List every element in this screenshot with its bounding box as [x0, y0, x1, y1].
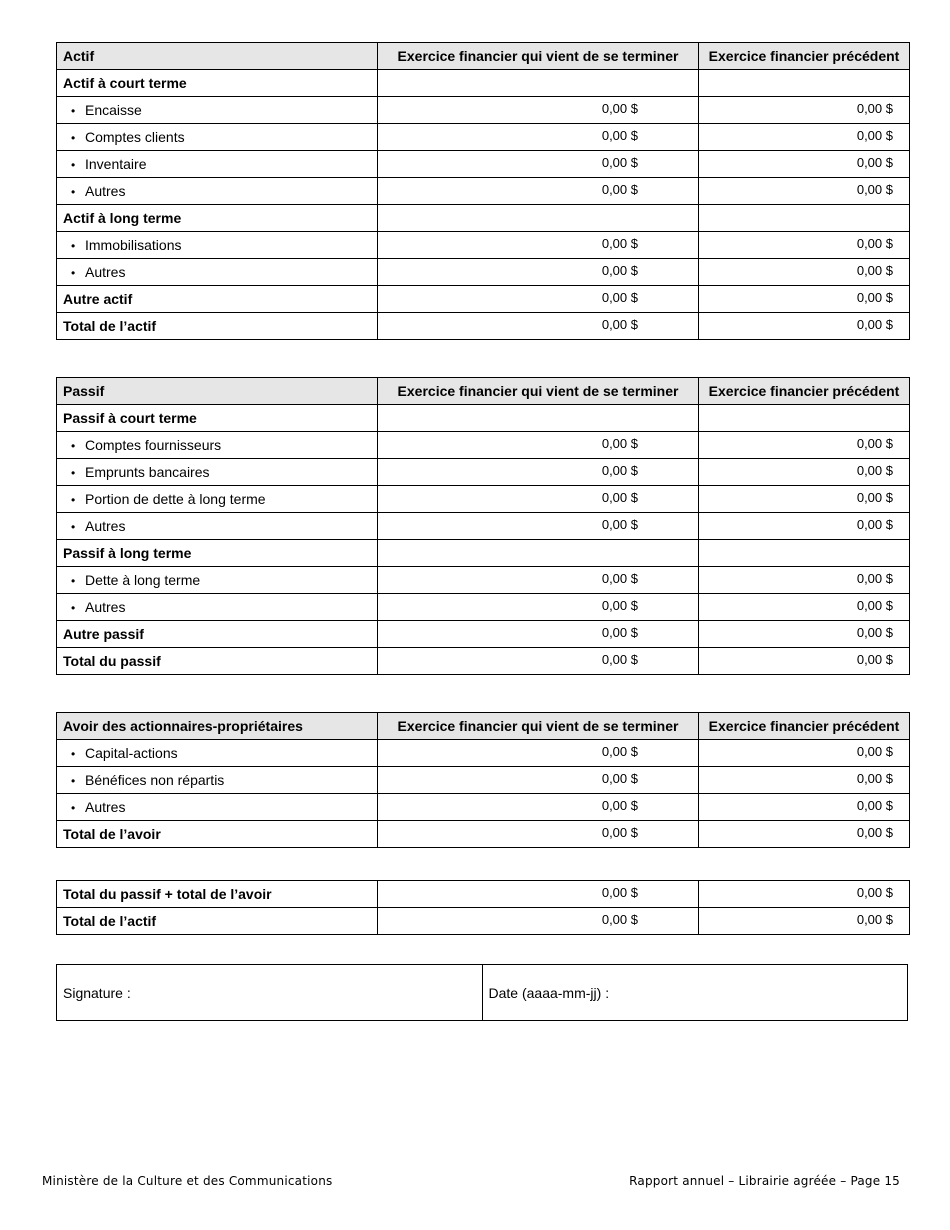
table-header-row	[57, 43, 910, 70]
header-previous-year: Exercice financier précédent	[699, 43, 910, 70]
previous-year-value[interactable]: 0,00 $	[699, 594, 910, 621]
previous-year-value[interactable]: 0,00 $	[699, 178, 910, 205]
previous-year-value[interactable]: 0,00 $	[699, 648, 910, 675]
table-row	[57, 70, 910, 97]
header-previous-year: Exercice financier précédent	[699, 713, 910, 740]
current-year-value[interactable]: 0,00 $	[378, 740, 699, 767]
table-row	[57, 486, 910, 513]
header-current-year: Exercice financier qui vient de se terminer	[378, 713, 699, 740]
table-row	[57, 459, 910, 486]
current-year-value[interactable]: 0,00 $	[378, 432, 699, 459]
header-section-label: Actif	[57, 43, 378, 70]
row-label: Actif à court terme	[63, 75, 187, 91]
previous-year-value[interactable]: 0,00 $	[699, 259, 910, 286]
previous-year-value	[699, 205, 910, 232]
row-label: Autres	[85, 264, 126, 280]
bullet-icon: •	[71, 439, 76, 453]
row-label-cell	[57, 540, 378, 567]
row-label-cell	[57, 459, 378, 486]
row-label: Total de l’avoir	[63, 826, 161, 842]
header-section-label: Avoir des actionnaires-propriétaires	[57, 713, 378, 740]
row-label-cell	[57, 621, 378, 648]
row-label-cell	[57, 821, 378, 848]
table-header-row	[57, 713, 910, 740]
row-label: Dette à long terme	[85, 572, 201, 588]
table-row	[57, 567, 910, 594]
previous-year-value[interactable]: 0,00 $	[699, 151, 910, 178]
table-row	[57, 313, 910, 340]
table-row	[57, 286, 910, 313]
bullet-icon: •	[71, 747, 76, 761]
current-year-value[interactable]: 0,00 $	[378, 908, 699, 935]
previous-year-value	[699, 405, 910, 432]
row-label-cell	[57, 405, 378, 432]
previous-year-value[interactable]: 0,00 $	[699, 740, 910, 767]
table-row	[57, 513, 910, 540]
row-label: Total de l’actif	[63, 913, 157, 929]
bullet-icon: •	[71, 185, 76, 199]
row-label: Autre passif	[63, 626, 144, 642]
row-label-cell	[57, 794, 378, 821]
row-label-cell	[57, 151, 378, 178]
bullet-icon: •	[71, 239, 76, 253]
current-year-value[interactable]: 0,00 $	[378, 881, 699, 908]
row-label: Total du passif	[63, 653, 161, 669]
bullet-icon: •	[71, 774, 76, 788]
row-label-cell	[57, 740, 378, 767]
row-label: Emprunts bancaires	[85, 464, 210, 480]
row-label-cell	[57, 594, 378, 621]
current-year-value[interactable]: 0,00 $	[378, 313, 699, 340]
row-label: Encaisse	[85, 102, 142, 118]
table-row	[57, 205, 910, 232]
current-year-value[interactable]: 0,00 $	[378, 648, 699, 675]
current-year-value	[378, 205, 699, 232]
table-row	[57, 259, 910, 286]
row-label-cell	[57, 908, 378, 935]
table-header-row	[57, 378, 910, 405]
bullet-icon: •	[71, 466, 76, 480]
row-label: Actif à long terme	[63, 210, 182, 226]
row-label: Autres	[85, 599, 126, 615]
row-label-cell	[57, 432, 378, 459]
table-row	[57, 540, 910, 567]
header-section-label: Passif	[57, 378, 378, 405]
footer-page-info: Rapport annuel – Librairie agréée – Page 15	[629, 1174, 900, 1188]
row-label: Immobilisations	[85, 237, 182, 253]
row-label-cell	[57, 178, 378, 205]
row-label: Portion de dette à long terme	[85, 491, 266, 507]
signature-box	[56, 964, 908, 1021]
current-year-value[interactable]: 0,00 $	[378, 124, 699, 151]
row-label: Autre actif	[63, 291, 133, 307]
row-label: Total de l’actif	[63, 318, 157, 334]
row-label: Inventaire	[85, 156, 147, 172]
bullet-icon: •	[71, 801, 76, 815]
table-row	[57, 881, 910, 908]
previous-year-value	[699, 70, 910, 97]
row-label-cell	[57, 124, 378, 151]
table-row	[57, 648, 910, 675]
bullet-icon: •	[71, 104, 76, 118]
current-year-value	[378, 540, 699, 567]
row-label: Capital-actions	[85, 745, 178, 761]
row-label-cell	[57, 70, 378, 97]
previous-year-value	[699, 540, 910, 567]
previous-year-value[interactable]: 0,00 $	[699, 513, 910, 540]
row-label: Passif à court terme	[63, 410, 197, 426]
current-year-value[interactable]: 0,00 $	[378, 286, 699, 313]
current-year-value[interactable]: 0,00 $	[378, 594, 699, 621]
table-row	[57, 232, 910, 259]
bullet-icon: •	[71, 574, 76, 588]
previous-year-value[interactable]: 0,00 $	[699, 794, 910, 821]
row-label: Passif à long terme	[63, 545, 192, 561]
current-year-value[interactable]: 0,00 $	[378, 794, 699, 821]
row-label-cell	[57, 567, 378, 594]
current-year-value[interactable]: 0,00 $	[378, 232, 699, 259]
previous-year-value[interactable]: 0,00 $	[699, 313, 910, 340]
current-year-value[interactable]: 0,00 $	[378, 767, 699, 794]
previous-year-value[interactable]: 0,00 $	[699, 97, 910, 124]
previous-year-value[interactable]: 0,00 $	[699, 459, 910, 486]
passif-table	[56, 377, 910, 675]
previous-year-value[interactable]: 0,00 $	[699, 881, 910, 908]
row-label-cell	[57, 648, 378, 675]
row-label-cell	[57, 767, 378, 794]
table-row	[57, 151, 910, 178]
totaux-table	[56, 880, 910, 935]
previous-year-value[interactable]: 0,00 $	[699, 232, 910, 259]
row-label-cell	[57, 313, 378, 340]
row-label-cell	[57, 259, 378, 286]
header-previous-year: Exercice financier précédent	[699, 378, 910, 405]
avoir-table	[56, 712, 910, 848]
footer-ministry: Ministère de la Culture et des Communications	[42, 1174, 333, 1188]
table-row	[57, 405, 910, 432]
table-row	[57, 432, 910, 459]
previous-year-value[interactable]: 0,00 $	[699, 621, 910, 648]
table-row	[57, 124, 910, 151]
current-year-value[interactable]: 0,00 $	[378, 621, 699, 648]
previous-year-value[interactable]: 0,00 $	[699, 567, 910, 594]
row-label: Autres	[85, 518, 126, 534]
previous-year-value[interactable]: 0,00 $	[699, 486, 910, 513]
current-year-value[interactable]: 0,00 $	[378, 567, 699, 594]
table-row	[57, 821, 910, 848]
current-year-value[interactable]: 0,00 $	[378, 486, 699, 513]
row-label: Comptes fournisseurs	[85, 437, 222, 453]
current-year-value	[378, 70, 699, 97]
table-row	[57, 767, 910, 794]
table-row	[57, 794, 910, 821]
previous-year-value[interactable]: 0,00 $	[699, 124, 910, 151]
table-row	[57, 908, 910, 935]
row-label-cell	[57, 232, 378, 259]
row-label-cell	[57, 513, 378, 540]
signature-label: Signature :	[63, 984, 131, 1001]
bullet-icon: •	[71, 601, 76, 615]
current-year-value[interactable]: 0,00 $	[378, 821, 699, 848]
row-label-cell	[57, 205, 378, 232]
bullet-icon: •	[71, 520, 76, 534]
actif-table	[56, 42, 910, 340]
current-year-value[interactable]: 0,00 $	[378, 259, 699, 286]
row-label-cell	[57, 881, 378, 908]
previous-year-value[interactable]: 0,00 $	[699, 286, 910, 313]
previous-year-value[interactable]: 0,00 $	[699, 432, 910, 459]
table-row	[57, 594, 910, 621]
row-label-cell	[57, 286, 378, 313]
bullet-icon: •	[71, 158, 76, 172]
row-label: Comptes clients	[85, 129, 185, 145]
current-year-value[interactable]: 0,00 $	[378, 151, 699, 178]
table-row	[57, 97, 910, 124]
current-year-value	[378, 405, 699, 432]
table-row	[57, 621, 910, 648]
row-label: Autres	[85, 183, 126, 199]
current-year-value[interactable]: 0,00 $	[378, 513, 699, 540]
signature-field[interactable]	[57, 965, 482, 1020]
bullet-icon: •	[71, 266, 76, 280]
row-label: Bénéfices non répartis	[85, 772, 225, 788]
row-label-cell	[57, 97, 378, 124]
date-field[interactable]	[482, 965, 908, 1020]
header-current-year: Exercice financier qui vient de se terminer	[378, 43, 699, 70]
table-row	[57, 740, 910, 767]
current-year-value[interactable]: 0,00 $	[378, 178, 699, 205]
table-row	[57, 178, 910, 205]
row-label: Autres	[85, 799, 126, 815]
bullet-icon: •	[71, 131, 76, 145]
bullet-icon: •	[71, 493, 76, 507]
header-current-year: Exercice financier qui vient de se terminer	[378, 378, 699, 405]
date-label: Date (aaaa-mm-jj) :	[488, 984, 610, 1001]
previous-year-value[interactable]: 0,00 $	[699, 821, 910, 848]
previous-year-value[interactable]: 0,00 $	[699, 767, 910, 794]
current-year-value[interactable]: 0,00 $	[378, 97, 699, 124]
row-label-cell	[57, 486, 378, 513]
row-label: Total du passif + total de l’avoir	[63, 886, 272, 902]
current-year-value[interactable]: 0,00 $	[378, 459, 699, 486]
previous-year-value[interactable]: 0,00 $	[699, 908, 910, 935]
